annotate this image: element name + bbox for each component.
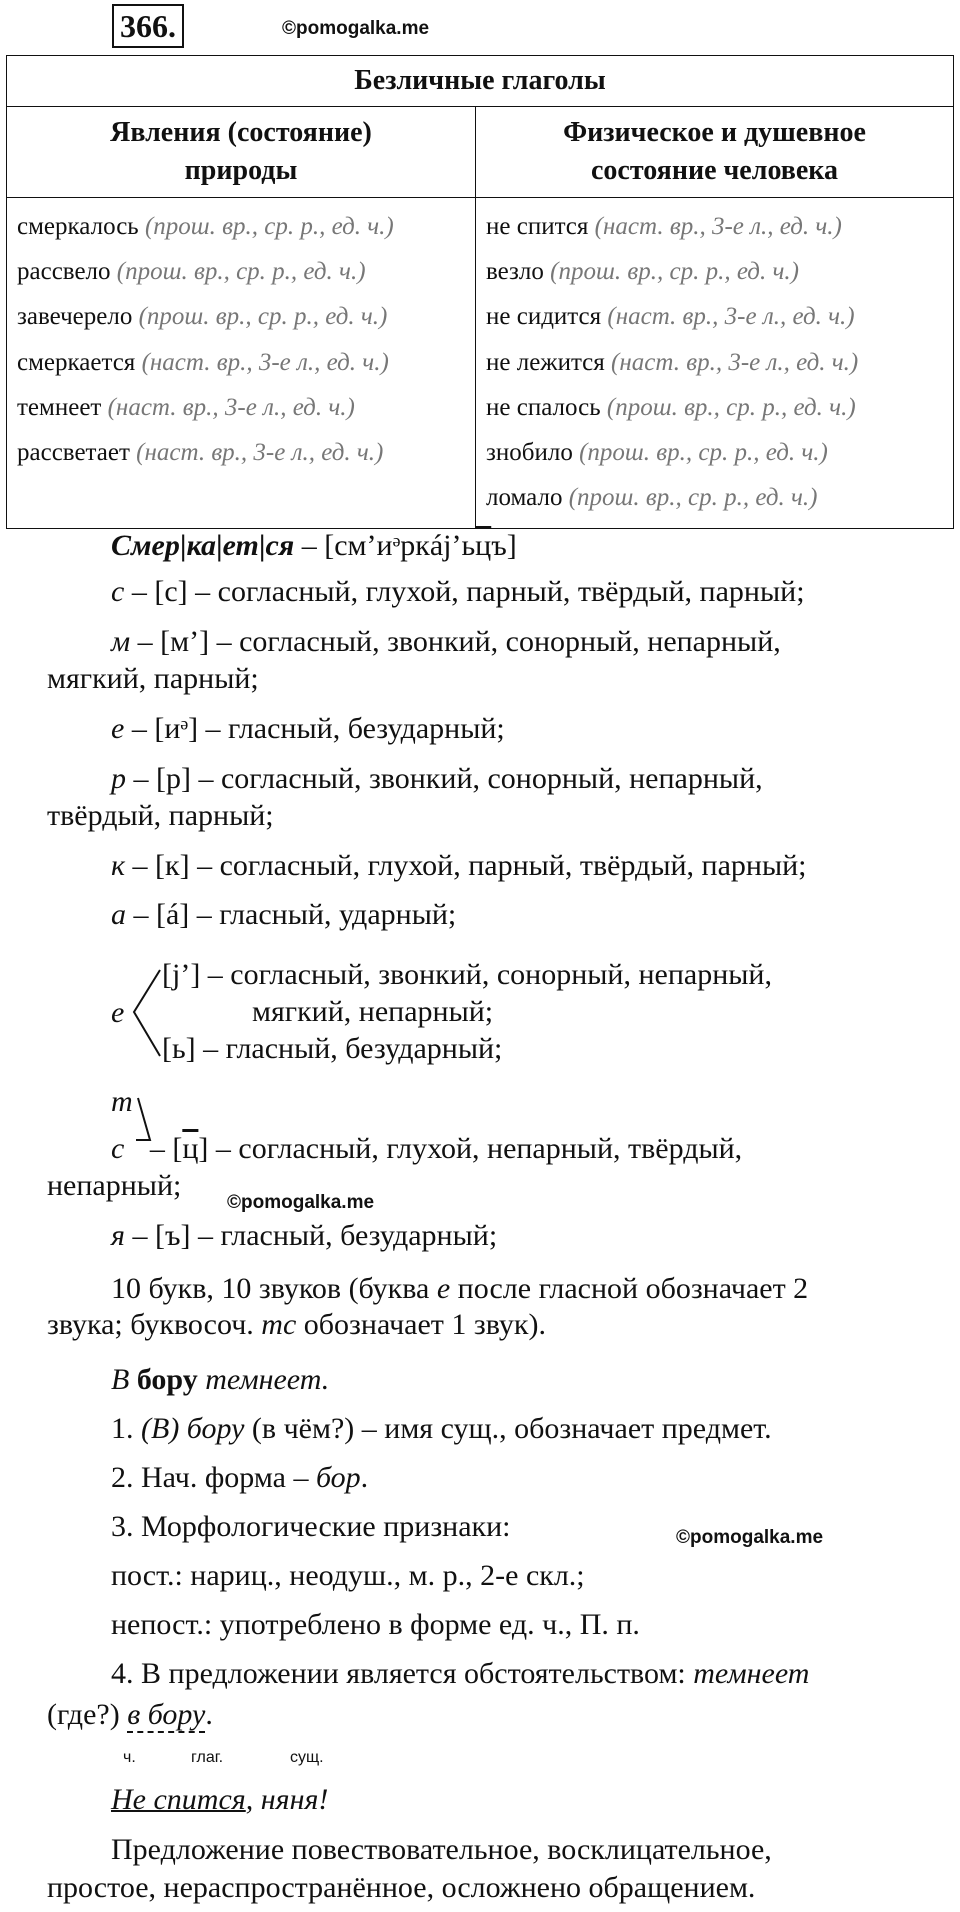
e-line3: [ь] – гласный, безударный; (162, 1032, 503, 1065)
letter-line: е – [иᵊ] – гласный, безударный; (111, 712, 505, 745)
letter-line-continuation: твёрдый, парный; (47, 799, 274, 832)
grammar-note: (наст. вр., 3-е л., ед. ч.) (594, 213, 842, 240)
grammar-note: (прош. вр., ср. р., ед. ч.) (606, 393, 856, 421)
grammar-note: (наст. вр., 3-е л., ед. ч.) (107, 393, 355, 421)
e-letter: е (111, 996, 125, 1029)
table-entry (17, 430, 465, 475)
col2-cell (476, 198, 954, 529)
table-entry (17, 249, 465, 294)
table-entry (486, 294, 943, 339)
verb-word: везло (486, 258, 544, 286)
table-entry (17, 204, 465, 249)
watermark: ©pomogalka.me (282, 18, 430, 39)
grammar-note: (наст. вр., 3-е л., ед. ч.) (136, 438, 384, 466)
verb-word: знобило (486, 438, 573, 466)
parse-point-4b: (где?) в бору. (47, 1698, 213, 1731)
impersonal-verbs-table (6, 55, 954, 529)
table-entry (486, 475, 943, 520)
letter-line: к – [к] – согласный, глухой, парный, твёрдый, парный; (111, 849, 807, 882)
parse-point-3b: непост.: употреблено в форме ед. ч., П. п. (111, 1608, 640, 1641)
parse-sentence: В бору темнеет. (111, 1363, 330, 1396)
verb-word: смеркается (17, 348, 136, 376)
table-entry (486, 430, 943, 475)
letter-line: м – [м’] – согласный, звонкий, сонорный, непарный, (111, 625, 781, 658)
col1-header (7, 107, 476, 198)
parse-point-3: 3. Морфологические признаки: (111, 1510, 511, 1543)
verb-word: не спалось (486, 393, 601, 421)
col1-header-line1: Явления (состояние) (110, 117, 372, 148)
grammar-note: (наст. вр., 3-е л., ед. ч.) (607, 303, 855, 331)
table-title: Безличные глаголы (7, 56, 954, 107)
exercise-number: 366. (112, 4, 184, 48)
letter-line: р – [р] – согласный, звонкий, сонорный, непарный, (111, 762, 763, 795)
table-entry (17, 385, 465, 430)
col2-header-line1: Физическое и душевное (563, 117, 866, 148)
verb-word: завечерело (17, 303, 133, 331)
grammar-note: (наст. вр., 3-е л., ед. ч.) (141, 348, 389, 376)
watermark-3: ©pomogalka.me (676, 1527, 824, 1548)
parse-point-4: 4. В предложении является обстоятельством: темнеет (111, 1657, 810, 1690)
verb-word: смеркалось (17, 213, 139, 240)
verb-word: не спится (486, 213, 589, 240)
grammar-note: (прош. вр., ср. р., ед. ч.) (550, 258, 799, 286)
letter-line: с – [с] – согласный, глухой, парный, твёрдый, парный; (111, 575, 805, 608)
verb-word: ломало (486, 484, 563, 512)
verb-word: рассвело (17, 258, 111, 286)
parse-point-3a: пост.: нариц., неодуш., м. р., 2-е скл.; (111, 1559, 585, 1592)
table-entry (486, 385, 943, 430)
label-noun: сущ. (290, 1749, 324, 1766)
letter-line-continuation: мягкий, парный; (47, 662, 259, 695)
sentence-2: Не спится, няня! (111, 1783, 329, 1816)
t-letter: т (111, 1085, 133, 1118)
sentence-2-desc2: простое, нераспространённое, осложнено обращением. (47, 1871, 756, 1904)
verb-word: не лежится (486, 348, 605, 376)
table-entry (17, 294, 465, 339)
word-analysis-heading: Смер|ка|ет|ся – [см’иᵊркáj’ьцъ] (111, 529, 517, 562)
letter-line: а – [á] – гласный, ударный; (111, 898, 457, 931)
grammar-note: (прош. вр., ср. р., ед. ч.) (144, 213, 394, 240)
col1-cell (7, 198, 476, 529)
col1-header-line2: природы (184, 155, 298, 186)
e-line1: [j’] – согласный, звонкий, сонорный, непарный, (162, 958, 772, 991)
watermark-2: ©pomogalka.me (227, 1192, 375, 1213)
table-entry (17, 340, 465, 385)
verb-word: не сидится (486, 303, 602, 331)
col2-header (476, 107, 954, 198)
table-entry (486, 204, 943, 249)
table-entry (486, 249, 943, 294)
e-line2: мягкий, непарный; (252, 995, 494, 1028)
grammar-note: (прош. вр., ср. р., ед. ч.) (579, 438, 828, 466)
label-verb: глаг. (191, 1749, 224, 1766)
parse-point-1: 1. (В) бору (в чём?) – имя сущ., обозначает предмет. (111, 1412, 772, 1445)
parse-point-2: 2. Нач. форма – бор. (111, 1461, 369, 1494)
grammar-note: (прош. вр., ср. р., ед. ч.) (568, 484, 818, 512)
grammar-note: (прош. вр., ср. р., ед. ч.) (138, 303, 388, 331)
ts-line: с – [ц] – согласный, глухой, непарный, твёрдый, (111, 1132, 743, 1165)
ts-line2: непарный; (47, 1169, 182, 1202)
ya-line: я – [ъ] – гласный, безударный; (111, 1219, 498, 1252)
grammar-note: (прош. вр., ср. р., ед. ч.) (116, 258, 366, 286)
col2-header-line2: состояние человека (590, 155, 839, 186)
count-paragraph: 10 букв, 10 звуков (буква е после гласной обозначает 2 звука; буквосоч. тс обозначает 1 звук). (47, 1272, 809, 1341)
verb-word: темнеет (17, 393, 102, 421)
grammar-note: (наст. вр., 3-е л., ед. ч.) (611, 348, 859, 376)
table-entry (486, 340, 943, 385)
verb-word: рассветает (17, 438, 130, 466)
sentence-2-desc1: Предложение повествовательное, восклицательное, (111, 1833, 772, 1866)
branch-bracket (130, 966, 164, 1062)
label-particle: ч. (123, 1749, 136, 1766)
